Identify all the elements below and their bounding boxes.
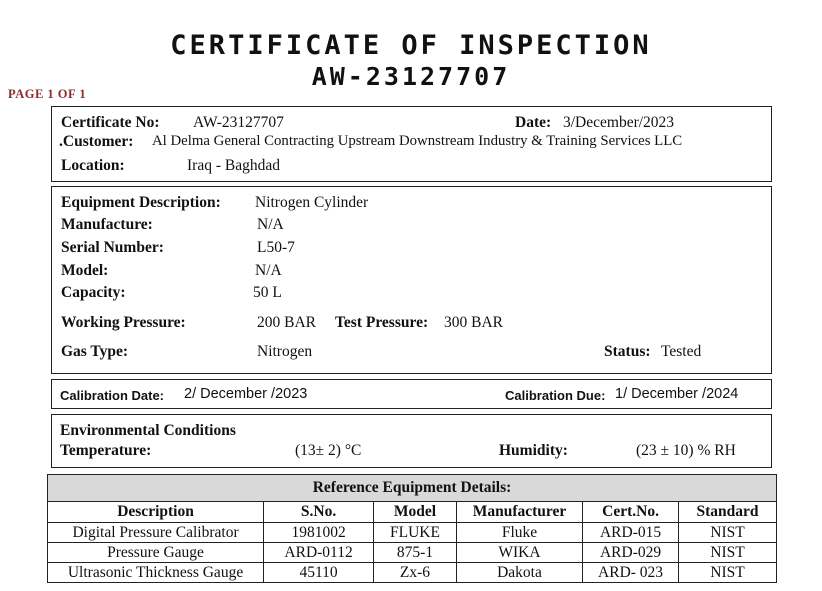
calibration-due-value: 1/ December /2024 — [615, 386, 739, 402]
date-label: Date: — [515, 114, 552, 131]
table-cell: WIKA — [456, 543, 582, 563]
serial-number-value: L50-7 — [257, 239, 295, 256]
calibration-date-label: Calibration Date: — [60, 388, 165, 403]
table-cell: FLUKE — [374, 523, 457, 543]
table-cell: Ultrasonic Thickness Gauge — [48, 563, 264, 583]
cert-no-value: AW-23127707 — [193, 114, 284, 131]
temperature-value: (13± 2) °C — [295, 442, 362, 459]
table-cell: Fluke — [456, 523, 582, 543]
column-header: Description — [48, 502, 264, 523]
page-label: PAGE 1 OF 1 — [8, 87, 87, 101]
table-cell: NIST — [679, 563, 777, 583]
location-label: Location: — [61, 157, 125, 174]
equipment-description-label: Equipment Description: — [61, 194, 221, 211]
table-cell: ARD- 023 — [583, 563, 679, 583]
table-cell: ARD-0112 — [264, 543, 374, 563]
status-value: Tested — [661, 343, 702, 360]
certificate-title: CERTIFICATE OF INSPECTION — [170, 30, 652, 61]
capacity-value: 50 L — [253, 284, 282, 301]
table-cell: NIST — [679, 523, 777, 543]
model-label: Model: — [61, 262, 109, 279]
table-cell: ARD-029 — [583, 543, 679, 563]
date-value: 3/December/2023 — [563, 114, 675, 131]
table-cell: Dakota — [456, 563, 582, 583]
column-header: Manufacturer — [456, 502, 582, 523]
temperature-label: Temperature: — [60, 442, 152, 459]
customer-value: Al Delma General Contracting Upstream Downstream Industry & Training Services LLC — [152, 133, 683, 149]
calibration-date-value: 2/ December /2023 — [184, 386, 308, 402]
certificate-number-heading: AW-23127707 — [311, 62, 511, 91]
test-pressure-value: 300 BAR — [444, 314, 503, 331]
reference-table-title: Reference Equipment Details: — [48, 475, 777, 502]
table-row — [48, 523, 777, 543]
gas-type-label: Gas Type: — [61, 343, 129, 360]
column-header: Standard — [679, 502, 777, 523]
reference-equipment-table — [47, 474, 777, 583]
column-header: Cert.No. — [583, 502, 679, 523]
equipment-description-value: Nitrogen Cylinder — [255, 194, 369, 211]
customer-label: .Customer: — [59, 133, 134, 150]
serial-number-label: Serial Number: — [61, 239, 164, 256]
cert-no-label: Certificate No: — [61, 114, 160, 131]
capacity-label: Capacity: — [61, 284, 126, 301]
environment-heading: Environmental Conditions — [60, 422, 236, 439]
table-cell: Zx-6 — [374, 563, 457, 583]
location-value: Iraq - Baghdad — [187, 157, 280, 174]
test-pressure-label: Test Pressure: — [335, 314, 429, 331]
table-row — [48, 563, 777, 583]
manufacture-value: N/A — [257, 216, 284, 233]
model-value: N/A — [255, 262, 282, 279]
gas-type-value: Nitrogen — [257, 343, 313, 360]
column-header: S.No. — [264, 502, 374, 523]
manufacture-label: Manufacture: — [61, 216, 153, 233]
humidity-label: Humidity: — [499, 442, 568, 459]
working-pressure-value: 200 BAR — [257, 314, 316, 331]
status-label: Status: — [604, 343, 651, 360]
humidity-value: (23 ± 10) % RH — [636, 442, 736, 459]
calibration-due-label: Calibration Due: — [505, 388, 606, 403]
table-cell: ARD-015 — [583, 523, 679, 543]
table-cell: NIST — [679, 543, 777, 563]
table-cell: Digital Pressure Calibrator — [48, 523, 264, 543]
table-row — [48, 543, 777, 563]
table-header-row — [48, 502, 777, 523]
working-pressure-label: Working Pressure: — [61, 314, 186, 331]
table-cell: 45110 — [264, 563, 374, 583]
column-header: Model — [374, 502, 457, 523]
table-cell: 875-1 — [374, 543, 457, 563]
table-cell: 1981002 — [264, 523, 374, 543]
table-cell: Pressure Gauge — [48, 543, 264, 563]
